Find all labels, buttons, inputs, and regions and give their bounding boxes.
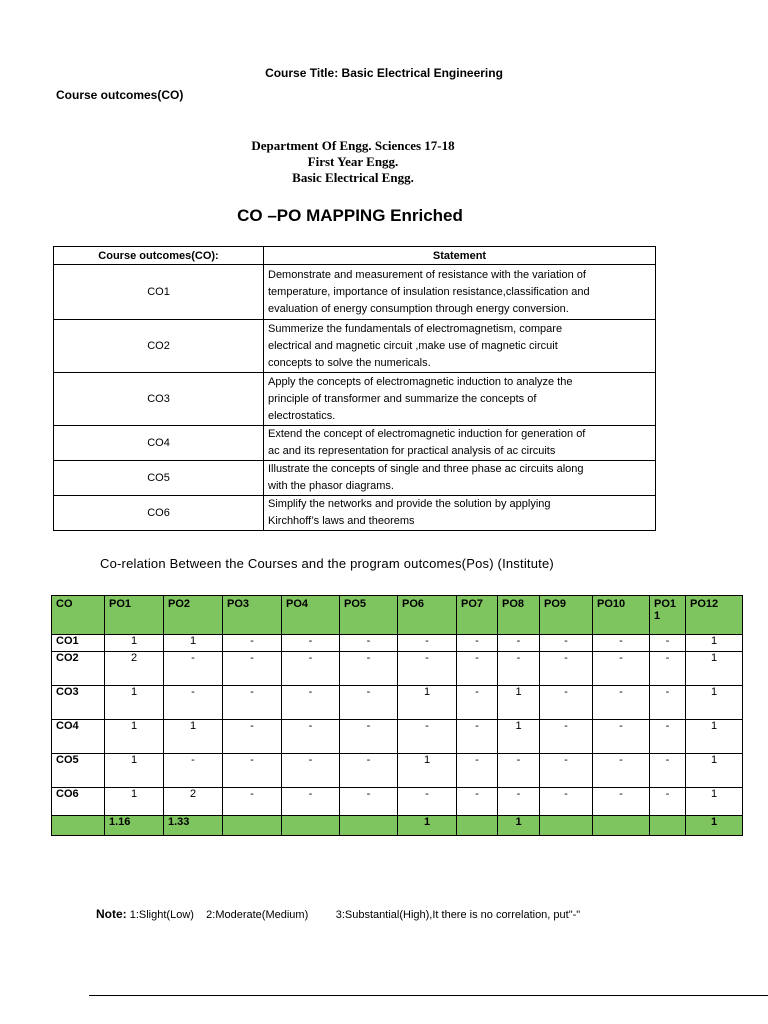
po-average-cell bbox=[650, 816, 686, 836]
po-header-cell: PO7 bbox=[457, 596, 498, 635]
co-id-cell: CO5 bbox=[54, 461, 264, 496]
co-row bbox=[54, 265, 656, 320]
po-header-row bbox=[52, 596, 743, 635]
po-value-cell: - bbox=[340, 635, 398, 652]
correlation-title: Co-relation Between the Courses and the program outcomes(Pos) (Institute) bbox=[100, 556, 554, 571]
statement-line: Summerize the fundamentals of electromagnetism, compare bbox=[268, 322, 563, 335]
po-value-cell: - bbox=[593, 788, 650, 816]
co-id-cell: CO4 bbox=[54, 426, 264, 461]
po-header-cell: PO6 bbox=[398, 596, 457, 635]
po-value-cell: - bbox=[282, 686, 340, 720]
po-value-cell: - bbox=[398, 652, 457, 686]
po-average-cell: 1 bbox=[398, 816, 457, 836]
po-average-cell: 1 bbox=[686, 816, 743, 836]
po-row bbox=[52, 635, 743, 652]
po-header-cell: PO10 bbox=[593, 596, 650, 635]
co-id-cell: CO6 bbox=[54, 496, 264, 531]
po-value-cell: 1 bbox=[105, 788, 164, 816]
po-header-cell: PO3 bbox=[223, 596, 282, 635]
course-title: Course Title: Basic Electrical Engineering bbox=[265, 66, 503, 80]
po-value-cell: - bbox=[282, 652, 340, 686]
po-value-cell: - bbox=[498, 635, 540, 652]
po-header-cell: PO5 bbox=[340, 596, 398, 635]
po-value-cell: 2 bbox=[164, 788, 223, 816]
po-value-cell: 1 bbox=[686, 788, 743, 816]
po-value-cell: - bbox=[398, 635, 457, 652]
statement-line: Demonstrate and measurement of resistance with the variation of bbox=[268, 268, 586, 281]
co-column-header: Course outcomes(CO): bbox=[54, 247, 264, 265]
po-header-cell: PO12 bbox=[686, 596, 743, 635]
po-row-label: CO4 bbox=[52, 720, 105, 754]
po-value-cell: - bbox=[223, 788, 282, 816]
statement-line: with the phasor diagrams. bbox=[268, 480, 394, 492]
po-value-cell: - bbox=[540, 754, 593, 788]
statement-line: electrostatics. bbox=[268, 409, 336, 422]
po-value-cell: - bbox=[223, 652, 282, 686]
po-value-cell: 2 bbox=[105, 652, 164, 686]
po-average-row bbox=[52, 816, 743, 836]
co-row bbox=[54, 320, 656, 373]
po-value-cell: - bbox=[340, 720, 398, 754]
co-row bbox=[54, 461, 656, 496]
po-value-cell: - bbox=[457, 788, 498, 816]
po-value-cell: 1 bbox=[105, 635, 164, 652]
po-value-cell: - bbox=[498, 754, 540, 788]
course-outcomes-heading: Course outcomes(CO) bbox=[56, 88, 184, 102]
po-header-cell: PO1 1 bbox=[650, 596, 686, 635]
statement-line: Illustrate the concepts of single and three phase ac circuits along bbox=[268, 463, 584, 475]
po-average-cell: 1 bbox=[498, 816, 540, 836]
po-value-cell: - bbox=[540, 635, 593, 652]
note-label: Note: bbox=[96, 907, 127, 921]
po-value-cell: - bbox=[650, 652, 686, 686]
note-text: 1:Slight(Low) 2:Moderate(Medium) 3:Substantial(High),It there is no correlation, put"-" bbox=[126, 909, 581, 921]
po-row-label: CO6 bbox=[52, 788, 105, 816]
po-average-cell bbox=[540, 816, 593, 836]
statement-line: temperature, importance of insulation resistance,classification and bbox=[268, 285, 590, 298]
co-statement-cell bbox=[264, 426, 656, 461]
note bbox=[96, 907, 580, 921]
po-average-cell bbox=[52, 816, 105, 836]
statement-line: evaluation of energy consumption through energy conversion. bbox=[268, 302, 569, 315]
po-value-cell: - bbox=[282, 788, 340, 816]
co-id-cell: CO2 bbox=[54, 320, 264, 373]
po-value-cell: - bbox=[340, 686, 398, 720]
po-value-cell: - bbox=[223, 686, 282, 720]
po-average-cell bbox=[457, 816, 498, 836]
po-value-cell: - bbox=[498, 652, 540, 686]
po-value-cell: - bbox=[164, 652, 223, 686]
po-value-cell: - bbox=[540, 686, 593, 720]
po-value-cell: - bbox=[540, 652, 593, 686]
po-average-cell: 1.33 bbox=[164, 816, 223, 836]
po-value-cell: - bbox=[498, 788, 540, 816]
statement-line: Kirchhoff’s laws and theorems bbox=[268, 515, 415, 527]
co-statement-cell bbox=[264, 320, 656, 373]
co-id-cell: CO1 bbox=[54, 265, 264, 320]
po-value-cell: - bbox=[282, 635, 340, 652]
po-value-cell: 1 bbox=[105, 720, 164, 754]
po-value-cell: - bbox=[164, 754, 223, 788]
po-value-cell: 1 bbox=[164, 635, 223, 652]
po-value-cell: 1 bbox=[105, 686, 164, 720]
po-value-cell: 1 bbox=[498, 686, 540, 720]
po-value-cell: 1 bbox=[686, 652, 743, 686]
co-po-correlation-table bbox=[51, 595, 743, 836]
subject-line: Basic Electrical Engg. bbox=[292, 170, 414, 185]
po-row-label: CO2 bbox=[52, 652, 105, 686]
year-line: First Year Engg. bbox=[307, 154, 399, 169]
po-value-cell: - bbox=[593, 720, 650, 754]
statement-line: Apply the concepts of electromagnetic induction to analyze the bbox=[268, 375, 573, 388]
po-average-cell bbox=[282, 816, 340, 836]
po-value-cell: - bbox=[282, 754, 340, 788]
po-value-cell: 1 bbox=[398, 686, 457, 720]
po-value-cell: - bbox=[457, 686, 498, 720]
po-value-cell: - bbox=[223, 720, 282, 754]
statement-line: Extend the concept of electromagnetic induction for generation of bbox=[268, 428, 586, 440]
po-average-cell bbox=[593, 816, 650, 836]
po-value-cell: - bbox=[457, 720, 498, 754]
statement-line: principle of transformer and summarize the concepts of bbox=[268, 392, 537, 405]
po-value-cell: - bbox=[398, 720, 457, 754]
co-row bbox=[54, 373, 656, 426]
po-average-cell: 1.16 bbox=[105, 816, 164, 836]
co-row bbox=[54, 496, 656, 531]
co-row bbox=[54, 426, 656, 461]
po-average-cell bbox=[340, 816, 398, 836]
po-value-cell: - bbox=[282, 720, 340, 754]
po-row bbox=[52, 754, 743, 788]
statement-column-header: Statement bbox=[264, 247, 656, 265]
statement-line: ac and its representation for practical analysis of ac circuits bbox=[268, 445, 556, 457]
po-value-cell: - bbox=[540, 788, 593, 816]
po-row bbox=[52, 686, 743, 720]
po-value-cell: 1 bbox=[498, 720, 540, 754]
po-value-cell: - bbox=[650, 720, 686, 754]
mapping-title: CO –PO MAPPING Enriched bbox=[237, 206, 463, 225]
po-header-cell: PO8 bbox=[498, 596, 540, 635]
po-row bbox=[52, 720, 743, 754]
statement-line: concepts to solve the numericals. bbox=[268, 356, 431, 369]
po-value-cell: 1 bbox=[686, 635, 743, 652]
co-statement-cell bbox=[264, 461, 656, 496]
po-value-cell: 1 bbox=[398, 754, 457, 788]
po-value-cell: - bbox=[340, 788, 398, 816]
po-value-cell: - bbox=[540, 720, 593, 754]
po-header-cell: PO1 bbox=[105, 596, 164, 635]
po-value-cell: - bbox=[650, 754, 686, 788]
po-row bbox=[52, 788, 743, 816]
po-value-cell: 1 bbox=[686, 686, 743, 720]
po-value-cell: - bbox=[457, 754, 498, 788]
po-row-label: CO3 bbox=[52, 686, 105, 720]
co-statement-cell bbox=[264, 265, 656, 320]
po-value-cell: 1 bbox=[686, 754, 743, 788]
po-value-cell: 1 bbox=[164, 720, 223, 754]
po-value-cell: - bbox=[650, 635, 686, 652]
po-value-cell: 1 bbox=[105, 754, 164, 788]
po-value-cell: - bbox=[593, 686, 650, 720]
po-value-cell: - bbox=[223, 635, 282, 652]
po-header-cell: PO9 bbox=[540, 596, 593, 635]
po-value-cell: - bbox=[593, 635, 650, 652]
statement-line: electrical and magnetic circuit ,make use of magnetic circuit bbox=[268, 339, 558, 352]
footer-rule bbox=[89, 995, 768, 996]
po-value-cell: - bbox=[223, 754, 282, 788]
po-value-cell: 1 bbox=[686, 720, 743, 754]
po-value-cell: - bbox=[593, 652, 650, 686]
po-header-cell: PO2 bbox=[164, 596, 223, 635]
po-value-cell: - bbox=[593, 754, 650, 788]
po-value-cell: - bbox=[457, 635, 498, 652]
department-line: Department Of Engg. Sciences 17-18 bbox=[251, 138, 455, 153]
course-outcomes-table bbox=[53, 246, 656, 531]
po-value-cell: - bbox=[650, 788, 686, 816]
co-id-cell: CO3 bbox=[54, 373, 264, 426]
po-value-cell: - bbox=[340, 652, 398, 686]
po-row-label: CO5 bbox=[52, 754, 105, 788]
po-average-cell bbox=[223, 816, 282, 836]
po-row-label: CO1 bbox=[52, 635, 105, 652]
po-value-cell: - bbox=[164, 686, 223, 720]
po-value-cell: - bbox=[398, 788, 457, 816]
co-statement-cell bbox=[264, 496, 656, 531]
po-value-cell: - bbox=[457, 652, 498, 686]
co-statement-cell bbox=[264, 373, 656, 426]
po-row bbox=[52, 652, 743, 686]
statement-line: Simplify the networks and provide the solution by applying bbox=[268, 498, 551, 510]
po-value-cell: - bbox=[650, 686, 686, 720]
po-header-cell: CO bbox=[52, 596, 105, 635]
po-value-cell: - bbox=[340, 754, 398, 788]
po-header-cell: PO4 bbox=[282, 596, 340, 635]
